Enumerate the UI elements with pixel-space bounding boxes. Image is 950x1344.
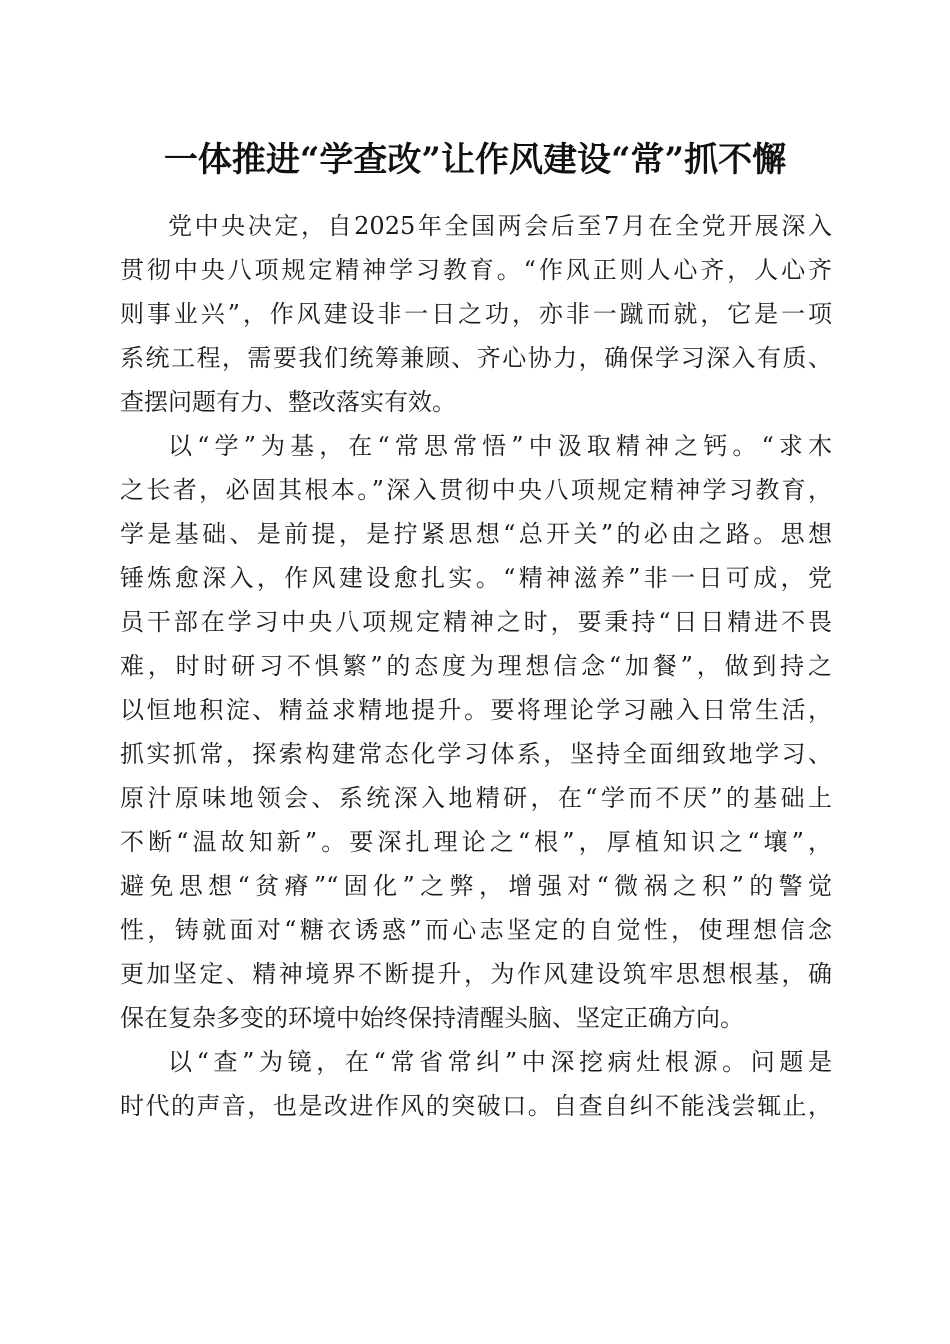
- paragraph-line: 以“查”为镜，在“常省常纠”中深挖病灶根源。问题是: [168, 1048, 832, 1076]
- paragraph-line: 不断“温故知新”。要深扎理论之“根”，厚植知识之“壤”，: [120, 828, 832, 856]
- paragraph-line: 保在复杂多变的环境中始终保持清醒头脑、坚定正确方向。: [120, 1004, 744, 1032]
- paragraph-line: 党中央决定，自2025年全国两会后至7月在全党开展深入: [168, 212, 832, 240]
- document-body: [120, 204, 832, 1128]
- paragraph-line: 抓实抓常，探索构建常态化学习体系，坚持全面细致地学习、: [120, 740, 832, 768]
- paragraph-line: 员干部在学习中央八项规定精神之时，要秉持“日日精进不畏: [120, 608, 832, 636]
- paragraph-3: [120, 1040, 832, 1128]
- paragraph-line: 贯彻中央八项规定精神学习教育。“作风正则人心齐，人心齐: [120, 256, 832, 284]
- paragraph-line: 原汁原味地领会、系统深入地精研，在“学而不厌”的基础上: [120, 784, 832, 812]
- paragraph-line: 学是基础、是前提，是拧紧思想“总开关”的必由之路。思想: [120, 520, 832, 548]
- document-title: 一体推进“学查改”让作风建设“常”抓不懈: [163, 140, 787, 180]
- paragraph-line: 以恒地积淀、精益求精地提升。要将理论学习融入日常生活，: [120, 696, 832, 724]
- paragraph-line: 锤炼愈深入，作风建设愈扎实。“精神滋养”非一日可成，党: [120, 564, 832, 592]
- paragraph-line: 系统工程，需要我们统筹兼顾、齐心协力，确保学习深入有质、: [120, 344, 832, 372]
- paragraph-line: 时代的声音，也是改进作风的突破口。自查自纠不能浅尝辄止，: [120, 1092, 832, 1120]
- paragraph-1: [120, 204, 832, 424]
- paragraph-line: 以“学”为基，在“常思常悟”中汲取精神之钙。“求木: [168, 432, 832, 460]
- paragraph-line: 难，时时研习不惧繁”的态度为理想信念“加餐”，做到持之: [120, 652, 832, 680]
- paragraph-line: 避免思想“贫瘠”“固化”之弊，增强对“微祸之积”的警觉: [120, 872, 832, 900]
- paragraph-line: 查摆问题有力、整改落实有效。: [120, 388, 456, 416]
- paragraph-2: [120, 424, 832, 1040]
- paragraph-line: 则事业兴”，作风建设非一日之功，亦非一蹴而就，它是一项: [120, 300, 832, 328]
- paragraph-line: 之长者，必固其根本。”深入贯彻中央八项规定精神学习教育，: [120, 476, 832, 504]
- paragraph-line: 更加坚定、精神境界不断提升，为作风建设筑牢思想根基，确: [120, 960, 832, 988]
- paragraph-line: 性，铸就面对“糖衣诱惑”而心志坚定的自觉性，使理想信念: [120, 916, 832, 944]
